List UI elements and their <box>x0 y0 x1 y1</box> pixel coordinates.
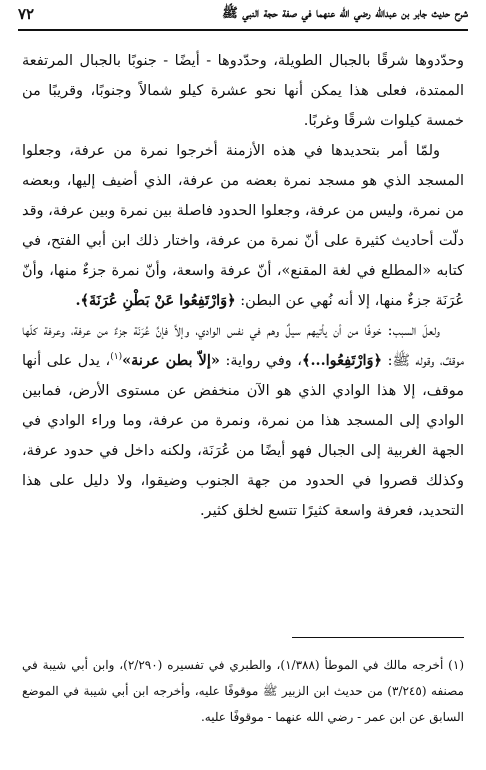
main-text <box>22 46 464 526</box>
paragraph-3-part2: ، وفي رواية: <box>225 353 302 369</box>
running-header <box>18 0 468 28</box>
header-divider <box>18 29 468 31</box>
narration-quote: «إلاّ بطن عرنة» <box>122 352 220 369</box>
hadith-quote: ﴿وَارْتَفِعُوا...﴾ <box>302 352 383 369</box>
paragraph-2-text: ولمّا أمر بتحديدها في هذه الأزمنة أخرجوا نمرة من عرفة، وجعلوا المسجد الذي هو مسجد نمرة بعضه من عرفة، الذي أضيف إليها، وبعضه من نمرة، وليس من عرفة، وجعلوا الحدود فاصلة بين نمرة وبين عرفة، وقد دلّت أحاديث كثيرة على أنّ نمرة من عرفة، واختار ذلك ابن أبي الفتح، في كتابه «المطلع في لغة المقنع»، أنّ عرفة واسعة، وأنّ نمرة جزءٌ منها، وأنّ عُرَنَة جزءٌ منها، إلا أنه نُهي عن البطن: <box>22 143 464 309</box>
paragraph-1: وحدّدوها شرقًا بالجبال الطويلة، وحدّدوها - أيضًا - جنوبًا بالجبال المرتفعة الممتدة، فعلى هذا يمكن أنها نحو عشرة كيلو شمالاً وجنوبًا، وقريبًا من خمسة كيلوات شرقًا وغربًا. <box>22 53 464 129</box>
paragraph-3 <box>22 316 464 526</box>
running-title: شرح حديث جابر بن عبدالله رضي الله عنهما في صفة حجة النبي ﷺ <box>222 5 468 21</box>
paragraph-2 <box>22 136 464 316</box>
footnote-area <box>22 652 464 730</box>
footnote-1: (١) أخرجه مالك في الموطأ (١/٣٨٨)، والطبري في تفسيره (٢/٢٩٠)، وابن أبي شيبة في مصنفه (٣/٢٤٥) من حديث ابن الزبير ﷺ موقوفًا عليه، وأخرجه ابن أبي شيبة في الموضع السابق عن ابن عمر - رضي الله عنهما - موقوفًا عليه. <box>22 658 464 724</box>
quran-quote: ﴿وَارْتَفِعُوا عَنْ بَطْنِ عُرَنَةَ﴾. <box>75 292 236 309</box>
page-number: ٧٢ <box>18 5 35 23</box>
footnote-divider <box>292 637 464 638</box>
paragraph-3-part3: ، يدل على أنها موقف، إلا هذا الوادي الذي هو الآن منخفض عن مستوى الأرض، فمابين الوادي إلى المسجد هذا من نمرة، ونمرة من عرفة، وما وراء الوادي في الجهة الغربية إلى الجبال فهو أيضًا من عُرَنَة، ولكنه داخل في حدود عرفة، وكذلك قصروا في الحدود من جهة الجنوب وضيقوا، ولا دليل على هذا التحديد، فعرفة واسعة كثيرًا تتسع لخلق كثير. <box>22 353 464 519</box>
footnote-marker[interactable]: (١) <box>110 352 123 363</box>
paragraph-3-part1: ولعلّ السبب: خوفًا من أن يأتيهم سيلٌ وهم في نفس الوادي، وإلاَّ فإنَّ عُرَنَة جزءٌ من عرفة، وعرفة كلّها موقفٌ، وقوله ﷺ: <box>22 323 464 369</box>
